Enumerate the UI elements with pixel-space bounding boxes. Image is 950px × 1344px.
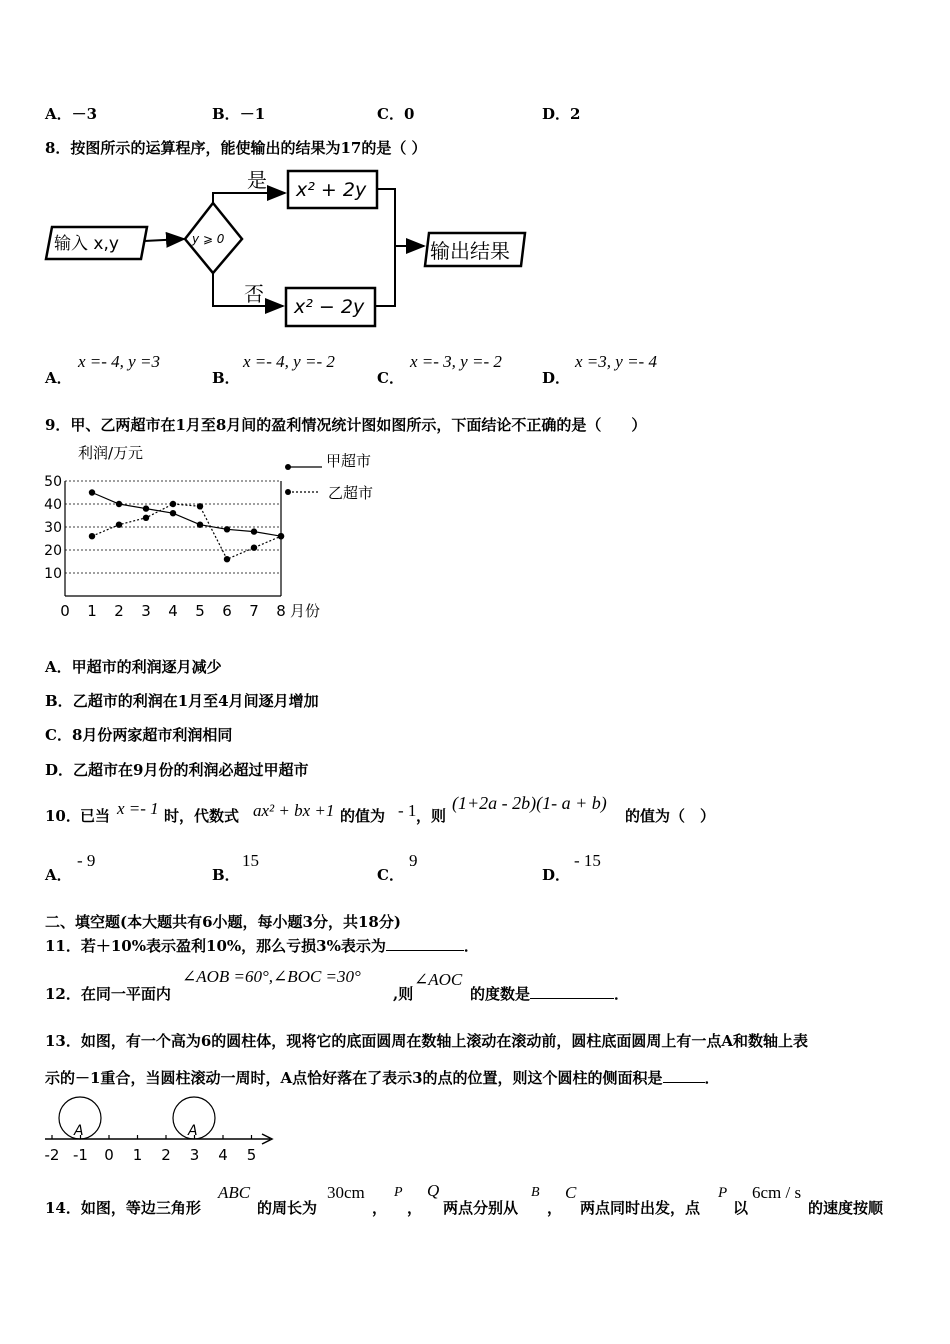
q14-math-6: C	[565, 1183, 577, 1202]
q10-math-4: (1+2a - 2b)(1- a + b)	[452, 793, 607, 813]
chart-xtick-label: 4	[168, 602, 178, 620]
legend-label-jia: 甲超市	[326, 452, 372, 470]
flow-expr-bottom: x² − 2y	[294, 296, 365, 318]
q13-blank	[663, 1068, 705, 1083]
q13-line-2: 示的－1重合，当圆柱滚动一周时，A点恰好落在了表示3的点的位置，则这个圆柱的侧面积是 ．	[45, 1069, 720, 1087]
q12-math-1: ∠AOB =60°,∠BOC =30°	[182, 967, 361, 986]
q7-option-a: A．－3	[45, 105, 98, 123]
q14-text-1: 14．如图，等边三角形	[45, 1199, 201, 1217]
point-a-start: A	[74, 1123, 84, 1139]
chart-point	[224, 526, 230, 532]
q10-option-b-letter: B．	[212, 866, 240, 884]
number-line-tick-label: 3	[189, 1146, 200, 1164]
chart-point	[116, 522, 122, 528]
flow-input-label: 输入 x,y	[54, 234, 119, 254]
q8-option-c-letter: C．	[377, 369, 404, 387]
section-2-heading: 二、填空题(本大题共有6小题，每小题3分，共18分)	[45, 913, 401, 931]
q9-option-d: D．乙超市在9月份的利润必超过甲超市	[45, 761, 309, 779]
q10-math-1: x =- 1	[117, 799, 159, 818]
q14-math-4: Q	[427, 1181, 440, 1200]
chart-xtick-label: 3	[141, 602, 151, 620]
chart-point	[89, 489, 95, 495]
q10-option-b-value: 15	[242, 851, 259, 870]
chart-point	[89, 533, 95, 539]
q10-text-4: ，则	[416, 807, 447, 825]
q11-text: 11．若＋10%表示盈利10%，那么亏损3%表示为 ．	[45, 937, 479, 955]
flow-output-label: 输出结果	[430, 239, 510, 263]
q8-option-d-value: x =3, y =- 4	[575, 352, 657, 371]
chart-point	[251, 545, 257, 551]
chart-point	[197, 522, 203, 528]
q13-number-line	[40, 1094, 280, 1166]
q10-option-c-value: 9	[409, 851, 418, 870]
q8-flowchart	[40, 160, 540, 340]
chart-point	[170, 510, 176, 516]
number-line-tick-label: 2	[161, 1146, 171, 1164]
q10-math-3: - 1	[398, 801, 417, 820]
q14-text-4: ，	[407, 1199, 423, 1217]
q14-text-9: 的速度按顺	[808, 1199, 884, 1217]
q10-text-3: 的值为	[340, 807, 386, 825]
number-line-tick-label: -1	[73, 1146, 88, 1164]
q12-text-2: ,则	[393, 985, 414, 1003]
chart-point	[170, 501, 176, 507]
q10-option-d-letter: D．	[542, 866, 571, 884]
chart-xtick-label: 8	[276, 602, 286, 620]
q8-option-d-letter: D．	[542, 369, 571, 387]
chart-xtick-label: 7	[249, 602, 259, 620]
q7-option-d: D．2	[542, 105, 581, 123]
chart-ylabel: 利润/万元	[78, 444, 144, 462]
q14-text-6: ，	[547, 1199, 563, 1217]
chart-xtick-label: 5	[195, 602, 205, 620]
chart-ytick-label: 50	[44, 474, 62, 490]
q10-text-5: 的值为（ ）	[625, 807, 716, 825]
q9-option-c: C．8月份两家超市利润相同	[45, 726, 233, 744]
q14-text-2: 的周长为	[257, 1199, 318, 1217]
q12-text-1: 12．在同一平面内	[45, 985, 171, 1003]
chart-ytick-label: 20	[44, 543, 62, 559]
chart-point	[251, 528, 257, 534]
q14-text-5: 两点分别从	[443, 1199, 519, 1217]
number-line-tick-label: -2	[44, 1146, 60, 1164]
chart-xtick-label: 1	[87, 602, 97, 620]
legend-marker-yi	[285, 489, 291, 495]
chart-point	[224, 556, 230, 562]
q8-option-a-letter: A．	[45, 369, 72, 387]
chart-ytick-label: 30	[44, 520, 62, 536]
chart-point	[143, 505, 149, 511]
q9-option-b: B．乙超市的利润在1月至4月间逐月增加	[45, 692, 319, 710]
q13-line-1: 13．如图，有一个高为6的圆柱体，现将它的底面圆周在数轴上滚动在滚动前，圆柱底面圆周上有一点A和数轴上表	[45, 1032, 808, 1050]
flow-expr-top: x² + 2y	[296, 179, 367, 201]
q10-option-d-value: - 15	[574, 851, 601, 870]
flow-condition: y ⩾ 0	[192, 232, 225, 246]
q14-math-7: P	[718, 1185, 728, 1201]
q10-text-1: 已当	[80, 807, 111, 825]
q10-text-2: 时，代数式	[164, 807, 240, 825]
chart-ytick-label: 40	[44, 497, 62, 513]
q14-math-5: B	[531, 1185, 540, 1200]
q12-blank	[530, 984, 614, 999]
flow-no-label: 否	[244, 282, 264, 306]
chart-point	[197, 503, 203, 509]
chart-xtick-label: 2	[114, 602, 124, 620]
chart-xtick-label: 6	[222, 602, 232, 620]
q14-math-2: 30cm	[327, 1183, 365, 1202]
number-line-tick-label: 1	[132, 1146, 143, 1164]
q14-math-8: 6cm / s	[752, 1183, 802, 1202]
chart-point	[143, 515, 149, 521]
q8-stem: 8．按图所示的运算程序，能使输出的结果为17的是（ ）	[45, 139, 427, 157]
q14-math-1: ABC	[218, 1183, 251, 1202]
q14-text-3: ，	[372, 1199, 388, 1217]
q8-option-c-value: x =- 3, y =- 2	[410, 352, 502, 371]
q10-num: 10．	[45, 807, 81, 825]
q14-text-8: 以	[733, 1199, 749, 1217]
q14-text-7: 两点同时出发，点	[580, 1199, 701, 1217]
number-line-tick-label: 4	[218, 1146, 228, 1164]
flow-yes-label: 是	[247, 168, 267, 192]
chart-xtick-label: 0	[60, 602, 70, 620]
q7-option-c: C．0	[377, 105, 415, 123]
chart-point	[116, 501, 122, 507]
q12-math-2: ∠AOC	[414, 970, 463, 989]
number-line-tick-label: 5	[246, 1146, 257, 1164]
q9-line-chart	[40, 438, 400, 628]
q8-option-b-value: x =- 4, y =- 2	[243, 352, 335, 371]
q8-option-a-value: x =- 4, y =3	[78, 352, 160, 371]
number-line-tick-label: 0	[104, 1146, 114, 1164]
q10-math-2: ax² + bx +1	[253, 801, 335, 820]
q12-text-3: 的度数是 ．	[470, 985, 630, 1003]
point-a-end: A	[188, 1123, 198, 1139]
q10-option-a-value: - 9	[77, 851, 96, 870]
q14-math-3: P	[394, 1185, 403, 1200]
legend-label-yi: 乙超市	[328, 484, 374, 502]
q10-option-c-letter: C．	[377, 866, 404, 884]
q7-option-b: B．－1	[212, 105, 266, 123]
legend-marker-jia	[285, 464, 291, 470]
chart-point	[278, 533, 284, 539]
q10-option-a-letter: A．	[45, 866, 72, 884]
q8-option-b-letter: B．	[212, 369, 240, 387]
chart-ytick-label: 10	[44, 566, 62, 582]
q9-option-a: A．甲超市的利润逐月减少	[45, 658, 222, 676]
q11-blank	[386, 936, 464, 951]
q9-stem: 9．甲、乙两超市在1月至8月间的盈利情况统计图如图所示，下面结论不正确的是（ ）	[45, 416, 647, 434]
chart-xlabel: 月份	[290, 602, 321, 620]
